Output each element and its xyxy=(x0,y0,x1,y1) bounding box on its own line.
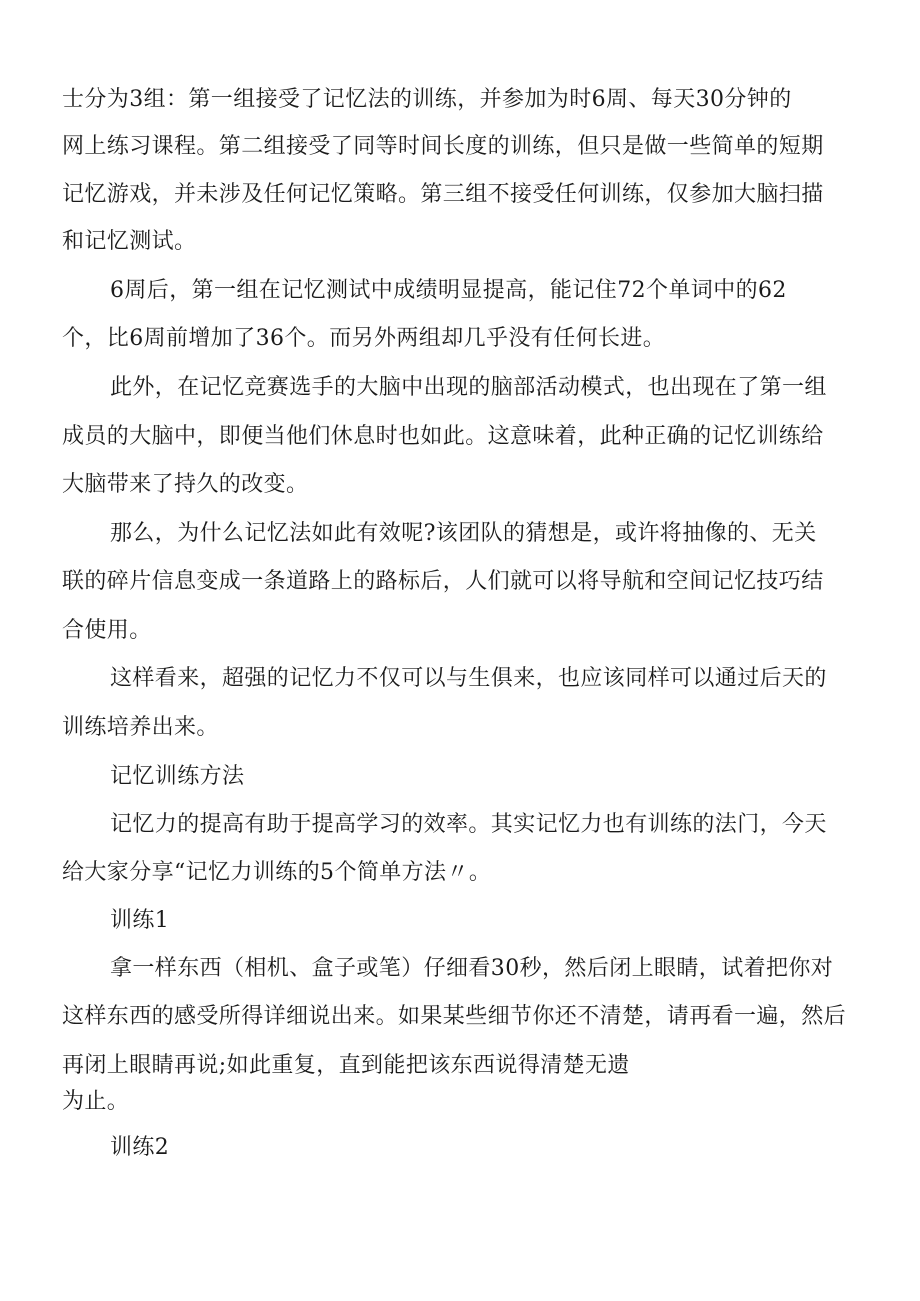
text-line: 记忆游戏，并未涉及任何记忆策略。第三组不接受任何训练，仅参加大脑扫描 xyxy=(62,182,824,207)
text-line: 拿一样东西（相机、盒子或笔）仔细看30秒，然后闭上眼睛，试着把你对 xyxy=(110,956,834,981)
text-line: 和记忆测试。 xyxy=(62,229,197,254)
text-line: 大脑带来了持久的改变。 xyxy=(62,472,309,497)
text-line: 这样东西的感受所得详细说出来。如果某些细节你还不清楚，请再看一遍，然后 xyxy=(62,1004,847,1029)
text-line: 给大家分享“记忆力训练的5个简单方法〃。 xyxy=(62,860,492,885)
text-line: 成员的大脑中，即便当他们休息时也如此。这意味着，此种正确的记忆训练给 xyxy=(62,424,824,449)
text-line: 联的碎片信息变成一条道路上的路标后，人们就可以将导航和空间记忆技巧结 xyxy=(62,569,824,594)
subsection-heading: 训练1 xyxy=(110,908,170,933)
text-line: 士分为3组：第一组接受了记忆法的训练，并参加为时6周、每天30分钟的 xyxy=(62,87,792,112)
text-line: 为止。 xyxy=(62,1089,130,1114)
text-line: 个，比6周前增加了36个。而另外两组却几乎没有任何长进。 xyxy=(62,326,666,351)
text-line: 这样看来，超强的记忆力不仅可以与生俱来，也应该同样可以通过后天的 xyxy=(110,666,827,691)
section-heading: 记忆训练方法 xyxy=(110,764,245,789)
text-line: 网上练习课程。第二组接受了同等时间长度的训练，但只是做一些简单的短期 xyxy=(62,134,824,159)
text-line: 此外，在记忆竞赛选手的大脑中出现的脑部活动模式，也出现在了第一组 xyxy=(110,375,827,400)
text-line: 6周后，第一组在记忆测试中成绩明显提高，能记住72个单词中的62 xyxy=(110,278,787,303)
text-line: 合使用。 xyxy=(62,618,152,643)
text-line: 记忆力的提高有助于提高学习的效率。其实记忆力也有训练的法门，今天 xyxy=(110,812,827,837)
text-line: 那么，为什么记忆法如此有效呢?该团队的猜想是，或许将抽像的、无关 xyxy=(110,521,817,546)
subsection-heading: 训练2 xyxy=(110,1135,170,1160)
text-line: 训练培养出来。 xyxy=(62,715,219,740)
text-line: 再闭上眼睛再说;如此重复，直到能把该东西说得清楚无遗 xyxy=(62,1053,630,1078)
